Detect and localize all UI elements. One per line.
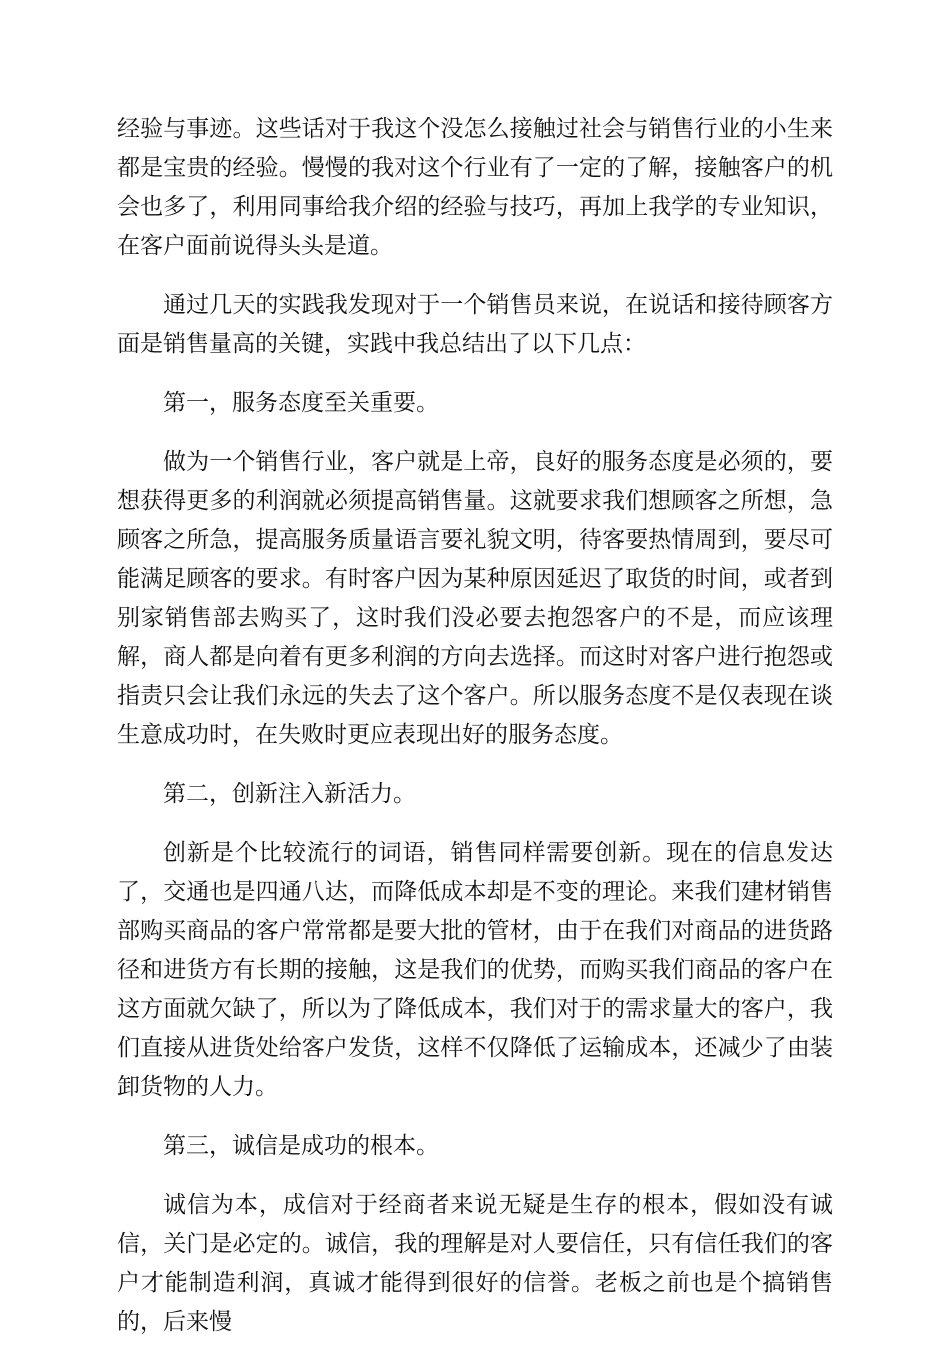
heading-point-three: 第三，诚信是成功的根本。	[163, 1133, 439, 1159]
document-page	[117, 110, 833, 1362]
paragraph-service-attitude: 做为一个销售行业，客户就是上帝，良好的服务态度是必须的，要想获得更多的利润就必须提高销售量。这就要求我们想顾客之所想，急顾客之所急，提高服务质量语言要礼貌文明，待客要热情周到，要尽可能满足顾客的要求。有时客户因为某种原因延迟了取货的时间，或者到别家销售部去购买了，这时我们没必要去抱怨客户的不是，而应该理解，商人都是向着有更多利润的方向去选择。而这时对客户进行抱怨或指责只会让我们永远的失去了这个客户。所以服务态度不是仅表现在谈生意成功时，在失败时更应表现出好的服务态度。	[117, 449, 833, 748]
paragraph-integrity: 诚信为本，成信对于经商者来说无疑是生存的根本，假如没有诚信，关门是必定的。诚信，我的理解是对人要信任，只有信任我们的客户才能制造利润，真诚才能得到很好的信誉。老板之前也是个搞销售的，后来慢	[117, 1192, 833, 1335]
heading-point-two: 第二，创新注入新活力。	[163, 781, 416, 807]
heading-point-one: 第一，服务态度至关重要。	[163, 390, 439, 416]
paragraph-continuation: 经验与事迹。这些话对于我这个没怎么接触过社会与销售行业的小生来都是宝贵的经验。慢慢的我对这个行业有了一定的了解，接触客户的机会也多了，利用同事给我介绍的经验与技巧，再加上我学的专业知识，在客户面前说得头头是道。	[117, 116, 833, 259]
paragraph-practice-summary: 通过几天的实践我发现对于一个销售员来说，在说话和接待顾客方面是销售量高的关键，实践中我总结出了以下几点：	[117, 292, 833, 357]
paragraph-innovation: 创新是个比较流行的词语，销售同样需要创新。现在的信息发达了，交通也是四通八达，而降低成本却是不变的理论。来我们建材销售部购买商品的客户常常都是要大批的管材，由于在我们对商品的进货路径和进货方有长期的接触，这是我们的优势，而购买我们商品的客户在这方面就欠缺了，所以为了降低成本，我们对于的需求量大的客户，我们直接从进货处给客户发货，这样不仅降低了运输成本，还减少了由装卸货物的人力。	[117, 840, 833, 1100]
